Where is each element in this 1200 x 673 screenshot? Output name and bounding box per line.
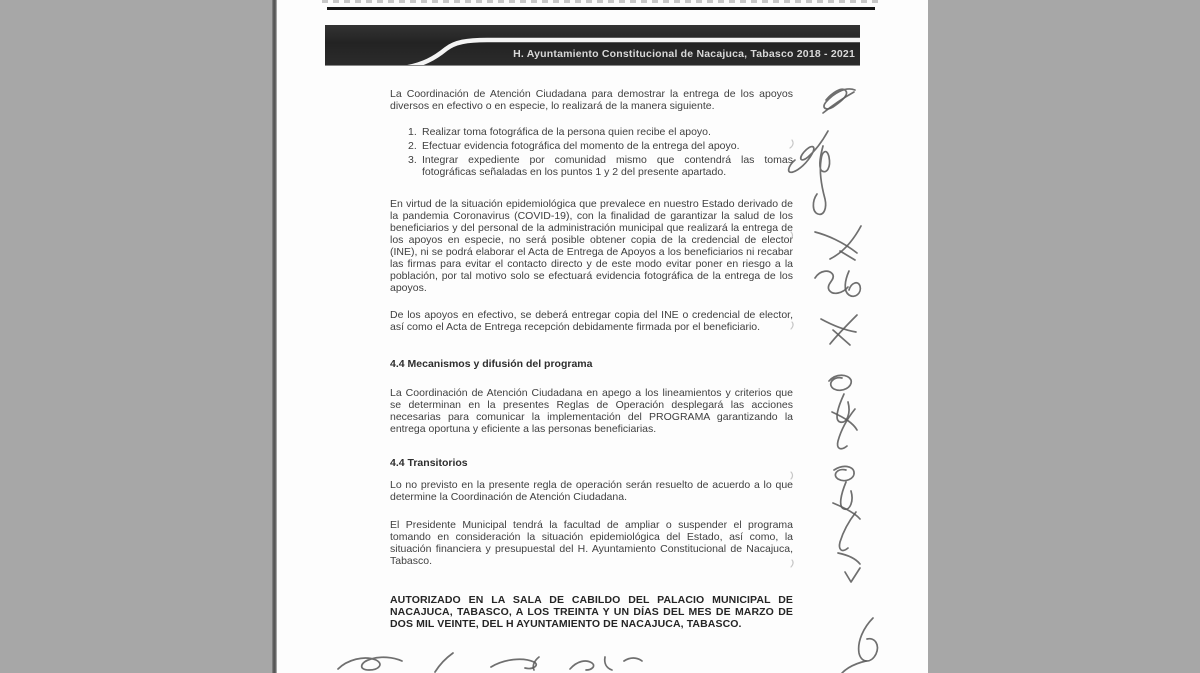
signature-marks xyxy=(272,0,928,673)
signature-mark xyxy=(837,618,877,673)
scan-speck xyxy=(790,140,793,567)
signature-mark xyxy=(815,271,860,296)
paragraph-covid: En virtud de la situación epidemiológica que prevalece en nuestro Estado derivado de la pandemia Coronavirus (COVID-19), con la finalidad de garantizar la salud de los beneficiarios y del personal de la administración municipal que realizará la entrega de los apoyos en especie, no será posible obtener copia de la credencial de elector (INE), ni se podrá elaborar el Acta de Entrega de Apoyos a los beneficiarios ni recabar las firmas para evitar el contacto directo y de este modo evitar poner en riesgo a la población, por tal motivo solo se efectuará evidencia fotográfica de la entrega de los apoyos. xyxy=(390,198,793,294)
signature-mark xyxy=(570,657,642,670)
signature-mark xyxy=(338,657,402,670)
signature-mark xyxy=(789,131,830,214)
paragraph-mecanismos: La Coordinación de Atención Ciudadana en apego a los lineamientos y criterios que se determinan en la presentes Reglas de Operación desplegará las acciones necesarias para comunicar la implementación del PROGRAMA garantizando la entrega oportuna y eficiente a las personas beneficiarias. xyxy=(390,387,793,435)
section-heading-mecanismos: 4.4 Mecanismos y difusión del programa xyxy=(390,358,593,370)
paragraph-intro: La Coordinación de Atención Ciudadana para demostrar la entrega de los apoyos diversos en efectivo o en especie, lo realizará de la manera siguiente. xyxy=(390,88,793,112)
signature-mark xyxy=(435,653,453,672)
list-item-text: Efectuar evidencia fotográfica del momento de la entrega del apoyo. xyxy=(422,140,740,152)
paragraph-transitorios-2: El Presidente Municipal tendrá la facultad de ampliar o suspender el programa tomando en consideración la situación epidemiológica del Estado, así como, la situación financiera y presupuestal del H. Ayuntamiento Constitucional de Nacajuca, Tabasco. xyxy=(390,519,793,567)
header-title: H. Ayuntamiento Constitucional de Nacajuca, Tabasco 2018 - 2021 xyxy=(513,48,855,60)
authorization-statement: AUTORIZADO EN LA SALA DE CABILDO DEL PALACIO MUNICIPAL DE NACAJUCA, TABASCO, A LOS TREINTA Y UN DÍAS DEL MES DE MARZO DE DOS MIL VEINTE, DEL H AYUNTAMIENTO DE NACAJUCA, TABASCO. xyxy=(390,594,793,630)
signature-mark xyxy=(833,466,860,582)
list-item-number: 3. xyxy=(408,154,417,166)
paragraph-efectivo: De los apoyos en efectivo, se deberá entregar copia del INE o credencial de elector, así como el Acta de Entrega recepción debidamente firmada por el beneficiario. xyxy=(390,309,793,333)
signature-mark xyxy=(815,226,861,260)
section-heading-transitorios: 4.4 Transitorios xyxy=(390,457,468,469)
signature-mark xyxy=(491,657,539,670)
list-item-text: Realizar toma fotográfica de la persona quien recibe el apoyo. xyxy=(422,126,711,138)
signature-mark xyxy=(821,315,857,345)
signature-mark xyxy=(829,375,857,448)
list-item-number: 1. xyxy=(408,126,417,138)
list-item-text: Integrar expediente por comunidad mismo que contendrá las tomas fotográficas señaladas en los puntos 1 y 2 del presente apartado. xyxy=(422,154,793,178)
document-page xyxy=(272,0,928,673)
list-item-number: 2. xyxy=(408,140,417,152)
signature-mark xyxy=(823,89,855,113)
paragraph-transitorios-1: Lo no previsto en la presente regla de operación serán resuelto de acuerdo a lo que determine la Coordinación de Atención Ciudadana. xyxy=(390,479,793,503)
